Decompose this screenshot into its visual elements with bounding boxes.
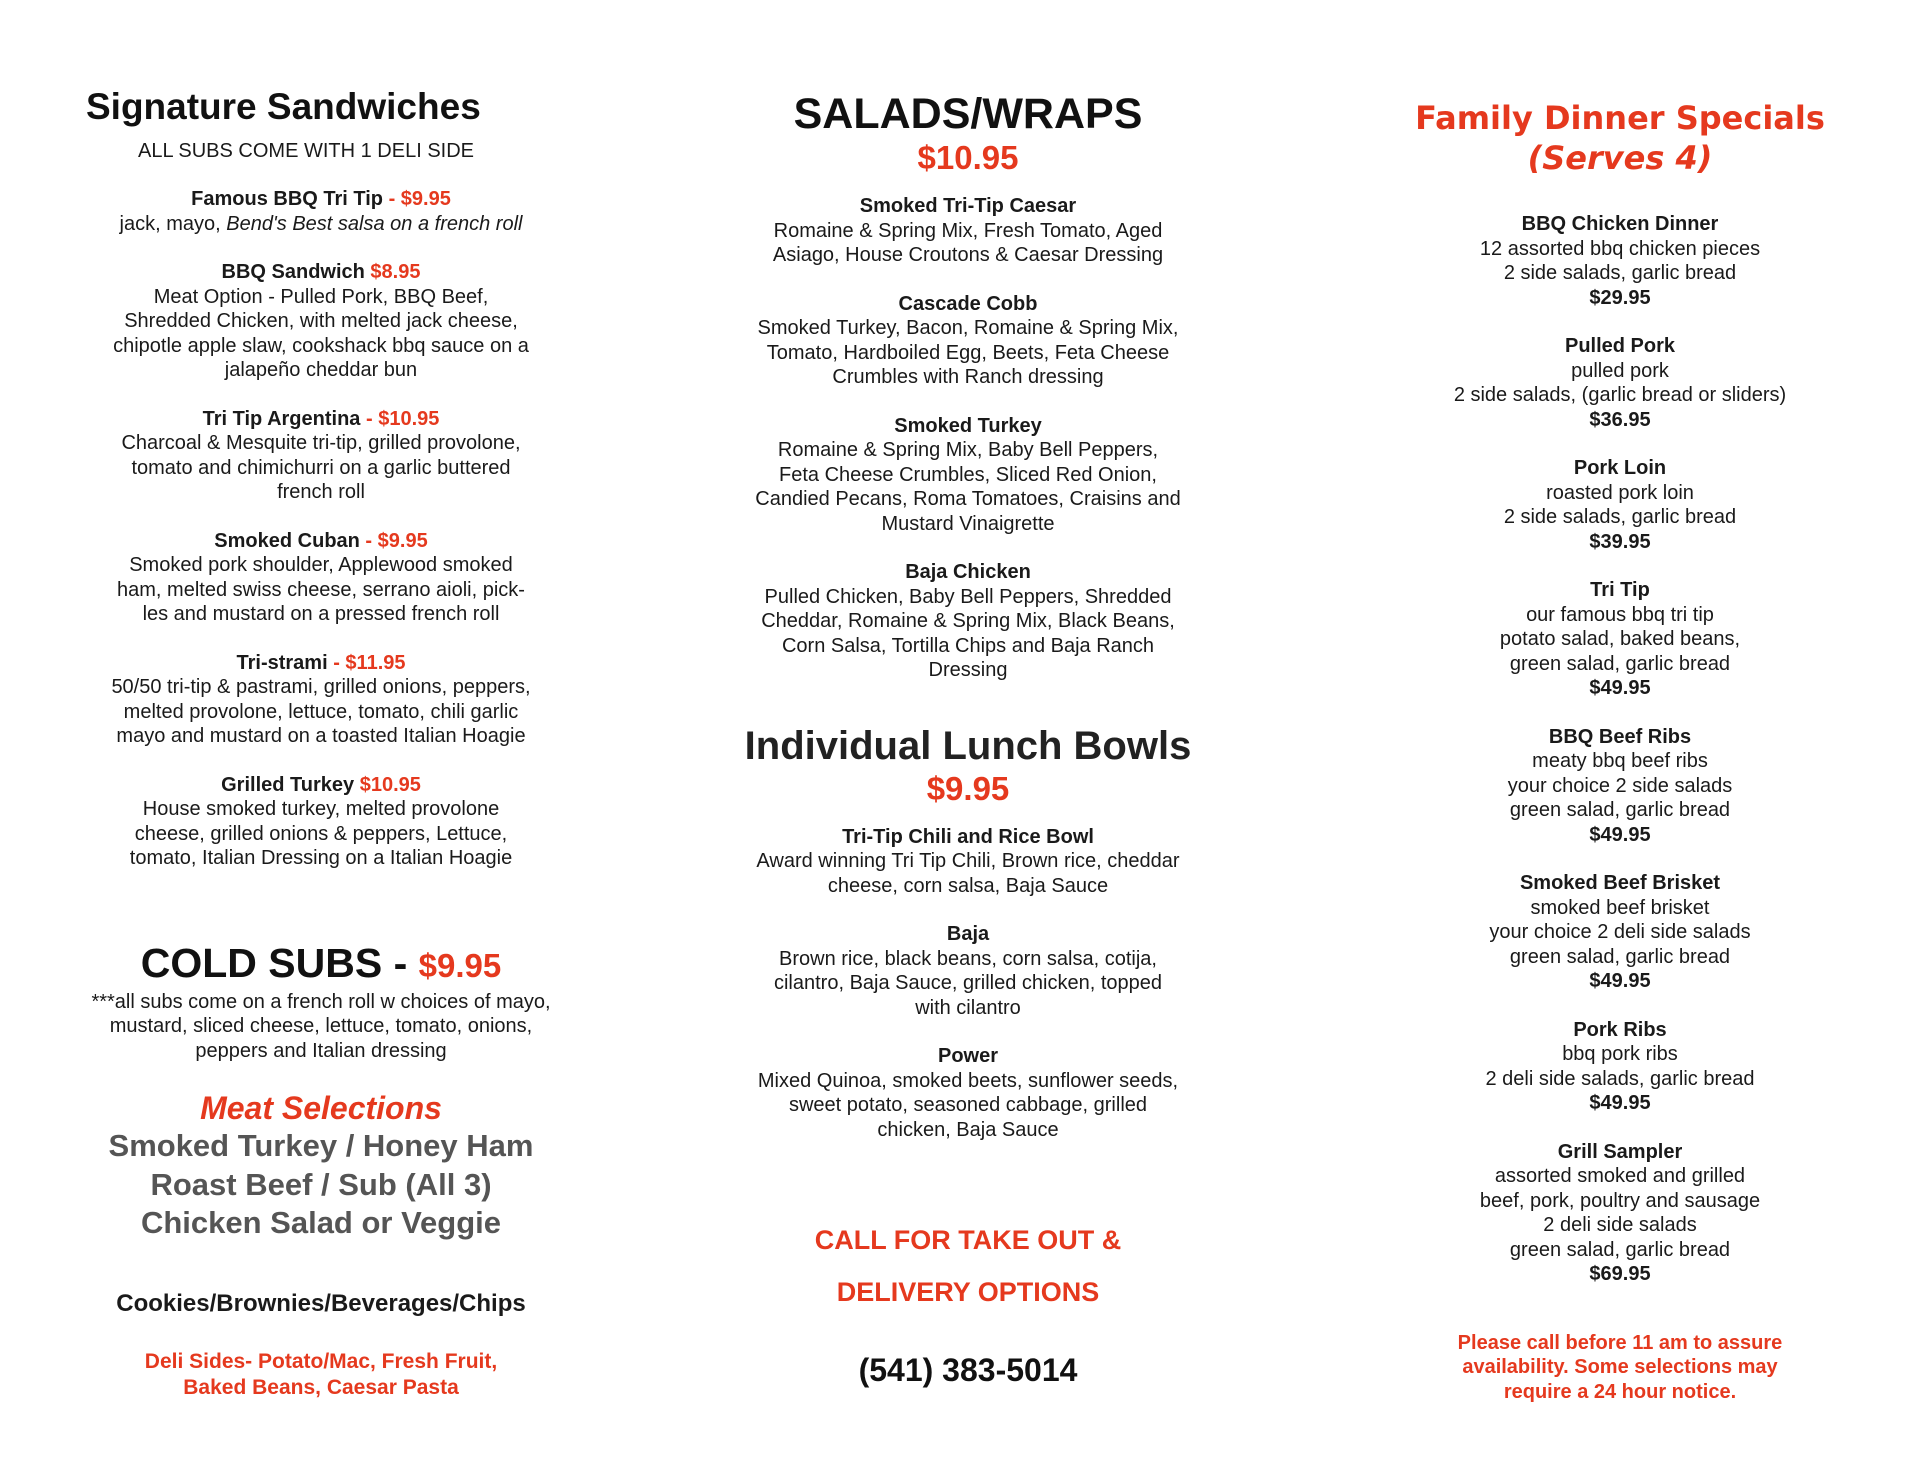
cold-subs-desc: ***all subs come on a french roll w choices of mayo, mustard, sliced cheese, lettuce, tomato, onions, peppers and Italian dressing: [91, 990, 551, 1062]
item-desc: assorted smoked and grilled beef, pork, poultry and sausage 2 deli side salads green salad, garlic bread: [1479, 1165, 1761, 1261]
item-desc: Romaine & Spring Mix, Fresh Tomato, Aged Asiago, House Croutons & Caesar Dressing: [772, 219, 1164, 266]
item-price: - $9.95: [383, 188, 451, 210]
family-item-pulled-pork: [1400, 334, 1840, 432]
family-item-bbq-chicken-dinner: [1400, 212, 1840, 310]
phone-number[interactable]: (541) 383-5014: [858, 1352, 1078, 1388]
menu-item-power-bowl: [728, 1044, 1208, 1142]
menu-item-famous-bbq-tri-tip: [86, 187, 556, 236]
item-desc: bbq pork ribs 2 deli side salads, garlic bread: [1485, 1043, 1755, 1090]
item-name: Power: [937, 1045, 999, 1067]
item-desc: Meat Option - Pulled Pork, BBQ Beef, Shredded Chicken, with melted jack cheese, chipotle apple slaw, cookshack bbq sauce on a jalapeño cheddar bun: [113, 285, 529, 381]
item-name: Pork Loin: [1573, 457, 1667, 479]
menu-item-cascade-cobb: [728, 292, 1208, 390]
item-name: Pulled Pork: [1564, 335, 1676, 357]
menu-item-smoked-tri-tip-caesar: [728, 194, 1208, 268]
item-name: Famous BBQ Tri Tip: [191, 188, 384, 210]
item-price: - $10.95: [360, 407, 440, 430]
meat-selections-title: Meat Selections: [200, 1090, 442, 1126]
bowls-price: $9.95: [926, 769, 1010, 807]
item-name: Smoked Tri-Tip Caesar: [859, 195, 1077, 217]
item-name: Baja: [946, 923, 990, 945]
item-name: BBQ Beef Ribs: [1548, 725, 1692, 748]
cold-subs-price: $9.95: [418, 946, 502, 984]
menu-item-tri-strami: [86, 651, 556, 749]
family-item-pork-loin: [1400, 456, 1840, 554]
item-price: $10.95: [354, 773, 421, 796]
call-line-2: DELIVERY OPTIONS: [836, 1277, 1100, 1307]
menu-item-bbq-sandwich: [86, 260, 556, 383]
salads-title: SALADS/WRAPS: [793, 90, 1143, 138]
extras-line: Cookies/Brownies/Beverages/Chips: [116, 1289, 526, 1317]
item-desc: 12 assorted bbq chicken pieces 2 side salads, garlic bread: [1479, 237, 1761, 284]
item-name: Pork Ribs: [1573, 1018, 1667, 1041]
item-desc: Mixed Quinoa, smoked beets, sunflower seeds, sweet potato, seasoned cabbage, grilled chicken, Baja Sauce: [757, 1069, 1179, 1141]
bowls-title: Individual Lunch Bowls: [744, 723, 1192, 768]
item-price: $49.95: [1589, 1092, 1651, 1114]
item-desc: Smoked pork shoulder, Applewood smoked ham, melted swiss cheese, serrano aioli, pick- les and mustard on a pressed french roll: [117, 554, 525, 625]
menu-item-baja-chicken: [728, 560, 1208, 683]
item-desc-italic: Bend's Best salsa on a french roll: [226, 212, 523, 235]
item-price: $8.95: [364, 261, 421, 283]
item-name: Grill Sampler: [1557, 1140, 1683, 1163]
item-desc: House smoked turkey, melted provolone cheese, grilled onions & peppers, Lettuce, tomato, Italian Dressing on a Italian Hoagie: [129, 798, 513, 869]
item-desc: jack, mayo,: [119, 212, 227, 235]
item-desc: pulled pork 2 side salads, (garlic bread or sliders): [1453, 359, 1787, 406]
item-price: $39.95: [1589, 530, 1651, 553]
item-name: Tri Tip: [1590, 579, 1650, 601]
family-item-pork-ribs: [1400, 1018, 1840, 1116]
item-name: Tri-strami: [236, 651, 328, 674]
item-desc: Romaine & Spring Mix, Baby Bell Peppers, Feta Cheese Crumbles, Sliced Red Onion, Candied Pecans, Roma Tomatoes, Craisins and Mustard Vinaigrette: [755, 439, 1181, 535]
sandwiches-title: Signature Sandwiches: [86, 86, 481, 127]
family-item-smoked-beef-brisket: [1400, 871, 1840, 994]
salads-price: $10.95: [917, 139, 1019, 176]
item-name: BBQ Sandwich: [221, 261, 365, 283]
item-name: Tri Tip Argentina: [202, 407, 361, 430]
menu-item-smoked-turkey: [728, 414, 1208, 537]
item-price: $49.95: [1589, 677, 1651, 699]
item-desc: Smoked Turkey, Bacon, Romaine & Spring Mix, Tomato, Hardboiled Egg, Beets, Feta Cheese Crumbles with Ranch dressing: [757, 317, 1179, 388]
salads-column: [728, 0, 1208, 1390]
cold-subs-title-text: COLD SUBS -: [140, 939, 419, 986]
family-item-grill-sampler: [1400, 1140, 1840, 1287]
menu-item-tri-tip-argentina: [86, 407, 556, 505]
item-desc: smoked beef brisket your choice 2 deli side salads green salad, garlic bread: [1489, 896, 1751, 968]
item-name: Grilled Turkey: [221, 773, 355, 796]
family-specials-title: Family Dinner Specials: [1415, 99, 1825, 137]
item-price: - $11.95: [327, 651, 406, 674]
item-desc: Charcoal & Mesquite tri-tip, grilled provolone, tomato and chimichurri on a garlic buttered french roll: [121, 432, 521, 503]
item-price: $49.95: [1589, 970, 1651, 992]
cold-subs-title: [86, 939, 556, 990]
menu-item-tri-tip-chili-bowl: [728, 825, 1208, 899]
item-name: Smoked Beef Brisket: [1519, 872, 1721, 894]
item-desc: roasted pork loin 2 side salads, garlic bread: [1503, 481, 1737, 528]
sandwiches-column: [86, 0, 556, 1401]
meat-selections-list: Smoked Turkey / Honey Ham Roast Beef / Sub (All 3) Chicken Salad or Veggie: [108, 1128, 534, 1240]
sandwiches-note: ALL SUBS COME WITH 1 DELI SIDE: [138, 140, 475, 162]
item-name: Smoked Cuban: [214, 529, 360, 552]
item-name: Smoked Turkey: [894, 414, 1042, 437]
item-price: $69.95: [1589, 1263, 1651, 1285]
item-name: Tri-Tip Chili and Rice Bowl: [842, 825, 1094, 848]
item-desc: meaty bbq beef ribs your choice 2 side salads green salad, garlic bread: [1507, 750, 1733, 821]
family-specials-subtitle: (Serves 4): [1527, 139, 1713, 177]
item-desc: Pulled Chicken, Baby Bell Peppers, Shredded Cheddar, Romaine & Spring Mix, Black Beans, Corn Salsa, Tortilla Chips and Baja Ranch Dressing: [761, 585, 1175, 681]
item-desc: Brown rice, black beans, corn salsa, cotija, cilantro, Baja Sauce, grilled chicken, topped with cilantro: [773, 947, 1162, 1019]
family-specials-note: Please call before 11 am to assure availability. Some selections may require a 24 hour notice.: [1457, 1331, 1783, 1403]
menu-item-baja-bowl: [728, 922, 1208, 1020]
item-price: $49.95: [1589, 823, 1651, 846]
item-price: $29.95: [1589, 286, 1651, 309]
menu-item-grilled-turkey: [86, 773, 556, 871]
menu-item-smoked-cuban: [86, 529, 556, 627]
family-item-bbq-beef-ribs: [1400, 725, 1840, 848]
item-desc: Award winning Tri Tip Chili, Brown rice, cheddar cheese, corn salsa, Baja Sauce: [756, 850, 1180, 897]
item-name: Cascade Cobb: [898, 292, 1038, 315]
item-price: - $9.95: [359, 529, 428, 552]
item-price: $36.95: [1589, 408, 1651, 431]
deli-sides: Deli Sides- Potato/Mac, Fresh Fruit, Baked Beans, Caesar Pasta: [144, 1349, 498, 1399]
item-desc: our famous bbq tri tip potato salad, baked beans, green salad, garlic bread: [1499, 603, 1741, 675]
call-line-1: CALL FOR TAKE OUT &: [814, 1225, 1122, 1255]
family-specials-column: [1400, 0, 1840, 1404]
family-item-tri-tip: [1400, 578, 1840, 701]
item-name: BBQ Chicken Dinner: [1521, 213, 1719, 235]
item-desc: 50/50 tri-tip & pastrami, grilled onions, peppers, melted provolone, lettuce, tomato, chili garlic mayo and mustard on a toasted Italian Hoagie: [111, 676, 531, 747]
item-name: Baja Chicken: [905, 561, 1031, 583]
